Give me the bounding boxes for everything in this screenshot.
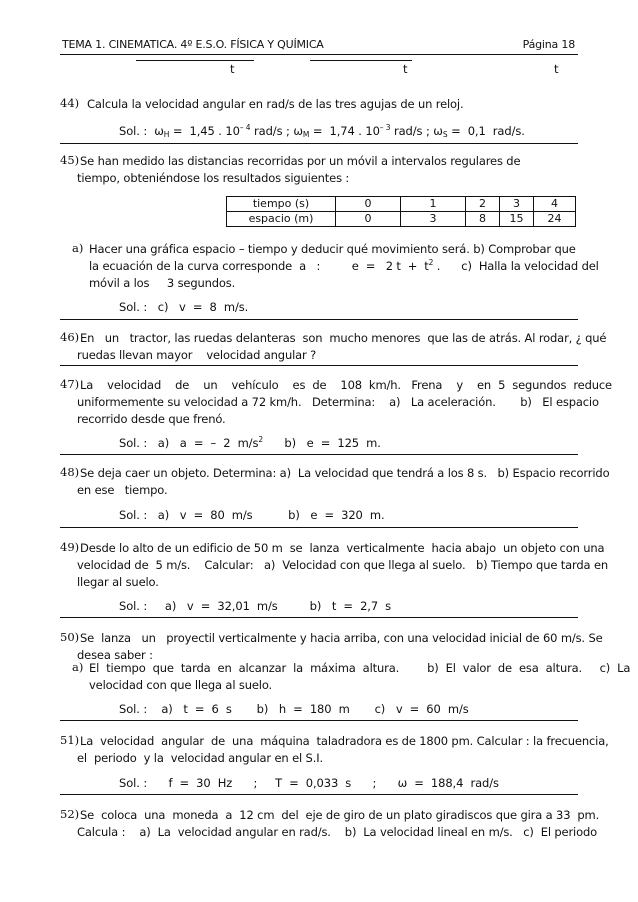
problem-text: El tiempo que tarda en alcanzar la máxima altura. b) El valor de esa altura. c) La [89,661,631,675]
problem-text: Calcula : a) La velocidad angular en rad/s. b) La velocidad lineal en m/s. c) El periodo [77,825,598,839]
item-label: a) [72,241,84,255]
problem-text: Hacer una gráfica espacio – tiempo y deducir qué movimiento será. b) Comprobar que [89,242,576,256]
problem-number: 46) [60,330,80,344]
fraction-denominator: t [554,62,559,76]
item-label: a) [72,660,84,674]
fraction-bar [136,60,254,61]
problem-text: móvil a los 3 segundos. [89,276,236,290]
separator-rule [60,454,578,455]
solution-line: Sol. : c) v = 8 m/s. [119,300,249,314]
separator-rule [60,720,578,721]
problem-text: ruedas llevan mayor velocidad angular ? [77,348,317,362]
problem-text: uniformemente su velocidad a 72 km/h. Determina: a) La aceleración. b) El espacio [77,395,599,409]
problem-text: en ese tiempo. [77,483,168,497]
solution-line: Sol. : a) v = 80 m/s b) e = 320 m. [119,508,385,522]
table-cell: 0 [336,197,401,212]
fraction-denominator: t [230,62,235,76]
separator-rule [60,319,578,320]
header-title: TEMA 1. CINEMATICA. 4º E.S.O. FÍSICA Y QUÍMICA [62,38,324,51]
solution-line: Sol. : a) t = 6 s b) h = 180 m c) v = 60 m/s [119,702,469,716]
problem-number: 49) [60,540,80,554]
fraction-denominator: t [403,62,408,76]
solution-line: Sol. : a) v = 32,01 m/s b) t = 2,7 s [119,599,392,613]
problem-text: Se deja caer un objeto. Determina: a) La velocidad que tendrá a los 8 s. b) Espacio recorrido [80,466,610,480]
separator-rule [60,617,578,618]
problem-text: recorrido desde que frenó. [77,412,226,426]
problem-text: Calcula la velocidad angular en rad/s de las tres agujas de un reloj. [87,97,464,111]
problem-text: La velocidad de un vehículo es de 108 km/h. Frena y en 5 segundos reduce [80,378,612,392]
problem-text: La velocidad angular de una máquina taladradora es de 1800 pm. Calcular : la frecuencia, [80,734,609,748]
problem-text: la ecuación de la curva corresponde a : e = 2 $t + t^2$ . c) Halla la velocidad del [89,258,599,273]
table-cell: 0 [336,212,401,227]
problem-text: En un tractor, las ruedas delanteras son mucho menores que las de atrás. Al rodar, ¿ qué [80,331,607,345]
problem-number: 51) [60,733,80,747]
solution-line: Sol. : $\omega_H = 1,45$ . $10^{- 4}$ rad/s ; $\omega_M = 1,74$ . $10^{- 3}$ rad/s ; $\omega_S = 0,1$ rad/s. [119,123,525,139]
problem-number: 44) [60,96,80,110]
problem-number: 48) [60,465,80,479]
table-cell: 15 [500,212,534,227]
table-row [227,197,576,212]
problem-text: Se coloca una moneda a 12 cm del eje de giro de un plato giradiscos que gira a 33 pm. [80,808,600,822]
table-cell: 4 [534,197,576,212]
page-number: Página 18 [522,38,575,51]
table-row [227,212,576,227]
table-cell: 2 [466,197,500,212]
table-cell: tiempo (s) [227,197,336,212]
table-cell: 8 [466,212,500,227]
problem-text: desea saber : [77,648,153,662]
problem-text: Desde lo alto de un edificio de 50 m se lanza verticalmente hacia abajo un objeto con una [80,541,605,555]
problem-number: 50) [60,630,80,644]
problem-text: velocidad con que llega al suelo. [89,678,273,692]
table-cell: 24 [534,212,576,227]
problem-text: velocidad de 5 m/s. Calcular: a) Velocidad con que llega al suelo. b) Tiempo que tarda en [77,558,609,572]
fraction-bar [310,60,412,61]
separator-rule [60,143,578,144]
problem-text: Se han medido las distancias recorridas por un móvil a intervalos regulares de [80,154,521,168]
problem-text: el periodo y la velocidad angular en el S.I. [77,751,323,765]
table-cell: 3 [401,212,466,227]
separator-rule [60,527,578,528]
problem-text: llegar al suelo. [77,575,159,589]
table-cell: 1 [401,197,466,212]
table-cell: espacio (m) [227,212,336,227]
problem-number: 47) [60,377,80,391]
header-rule [60,54,578,55]
separator-rule [60,365,578,366]
problem-text: tiempo, obteniéndose los resultados siguientes : [77,171,350,185]
problem-number: 52) [60,807,80,821]
solution-line: Sol. : f = 30 Hz ; T = 0,033 s ; ω = 188,4 rad/s [119,776,499,790]
table-cell: 3 [500,197,534,212]
problem-number: 45) [60,153,80,167]
solution-line: Sol. : a) a = – 2 $m/s^2$ b) e = 125 m. [119,435,381,450]
data-table [226,196,576,227]
problem-text: Se lanza un proyectil verticalmente y hacia arriba, con una velocidad inicial de 60 m/s. Se [80,631,603,645]
separator-rule [60,794,578,795]
